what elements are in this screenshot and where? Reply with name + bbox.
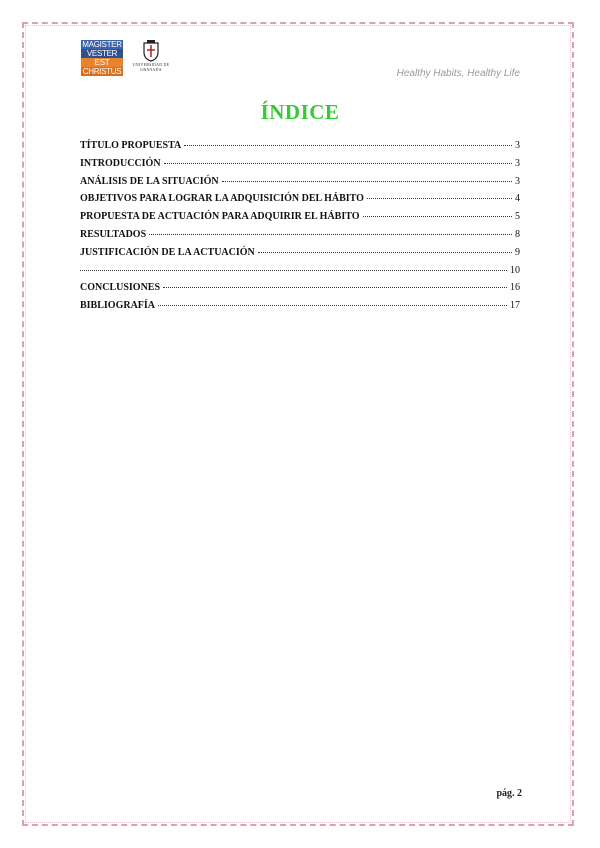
toc-entry[interactable] <box>80 262 520 280</box>
toc-entry-page: 17 <box>510 300 520 312</box>
magister-logo <box>81 40 123 76</box>
toc-dot-leader <box>184 145 512 146</box>
logo-text-line: MAGISTER <box>82 40 122 49</box>
toc-entry-label: INTRODUCCIÓN <box>80 157 161 169</box>
logo-text-line: EST <box>81 58 123 67</box>
toc-entry[interactable] <box>80 173 520 191</box>
table-of-contents <box>80 137 520 315</box>
toc-entry-page: 4 <box>515 193 520 205</box>
page-number: pág. 2 <box>496 788 522 799</box>
toc-entry-page: 3 <box>515 157 520 169</box>
toc-entry-label: TÍTULO PROPUESTA <box>80 140 182 151</box>
toc-dot-leader <box>158 305 507 306</box>
toc-entry[interactable] <box>80 297 520 315</box>
toc-entry[interactable] <box>80 190 520 208</box>
toc-entry-label: ANÁLISIS DE LA SITUACIÓN <box>80 175 219 187</box>
toc-entry-label: BIBLIOGRAFÍA <box>80 300 156 312</box>
university-logo <box>130 40 172 78</box>
toc-entry[interactable] <box>80 226 520 244</box>
toc-dot-leader <box>149 234 512 235</box>
toc-dot-leader <box>164 163 512 164</box>
toc-entry-page: 10 <box>510 264 520 276</box>
page-title: ÍNDICE <box>260 100 340 124</box>
toc-entry[interactable] <box>80 244 520 262</box>
logo-text-line: CHRISTUS <box>82 67 122 76</box>
toc-entry-label: JUSTIFICACIÓN DE LA ACTUACIÓN <box>80 246 255 258</box>
toc-dot-leader <box>258 252 512 253</box>
toc-entry-page: 16 <box>510 282 520 294</box>
university-crest-icon <box>142 40 160 62</box>
toc-entry-label: CONCLUSIONES <box>80 282 161 294</box>
toc-entry[interactable] <box>80 279 520 297</box>
toc-entry-page: 3 <box>515 140 520 151</box>
toc-dot-leader <box>363 216 513 217</box>
toc-entry[interactable] <box>80 155 520 173</box>
logo-text-line: VESTER <box>81 49 123 58</box>
toc-dot-leader <box>367 198 512 199</box>
toc-entry-label: OBJETIVOS PARA LOGRAR LA ADQUISICIÓN DEL HÁBITO <box>80 193 364 205</box>
toc-dot-leader <box>80 270 507 271</box>
toc-entry-label: PROPUESTA DE ACTUACIÓN PARA ADQUIRIR EL HÁBITO <box>80 211 360 223</box>
toc-entry-page: 5 <box>515 211 520 223</box>
header-slogan: Healthy Habits, Healthy Life <box>396 68 520 79</box>
toc-entry-page: 3 <box>515 175 520 187</box>
toc-dot-leader <box>163 287 507 288</box>
toc-entry[interactable] <box>80 208 520 226</box>
toc-entry-page: 9 <box>515 246 520 258</box>
toc-dot-leader <box>222 181 512 182</box>
toc-entry-page: 8 <box>515 228 520 240</box>
toc-entry-label: RESULTADOS <box>80 228 147 240</box>
toc-entry[interactable] <box>80 137 520 155</box>
university-name: UNIVERSIDAD DE GRANADA <box>132 62 170 72</box>
